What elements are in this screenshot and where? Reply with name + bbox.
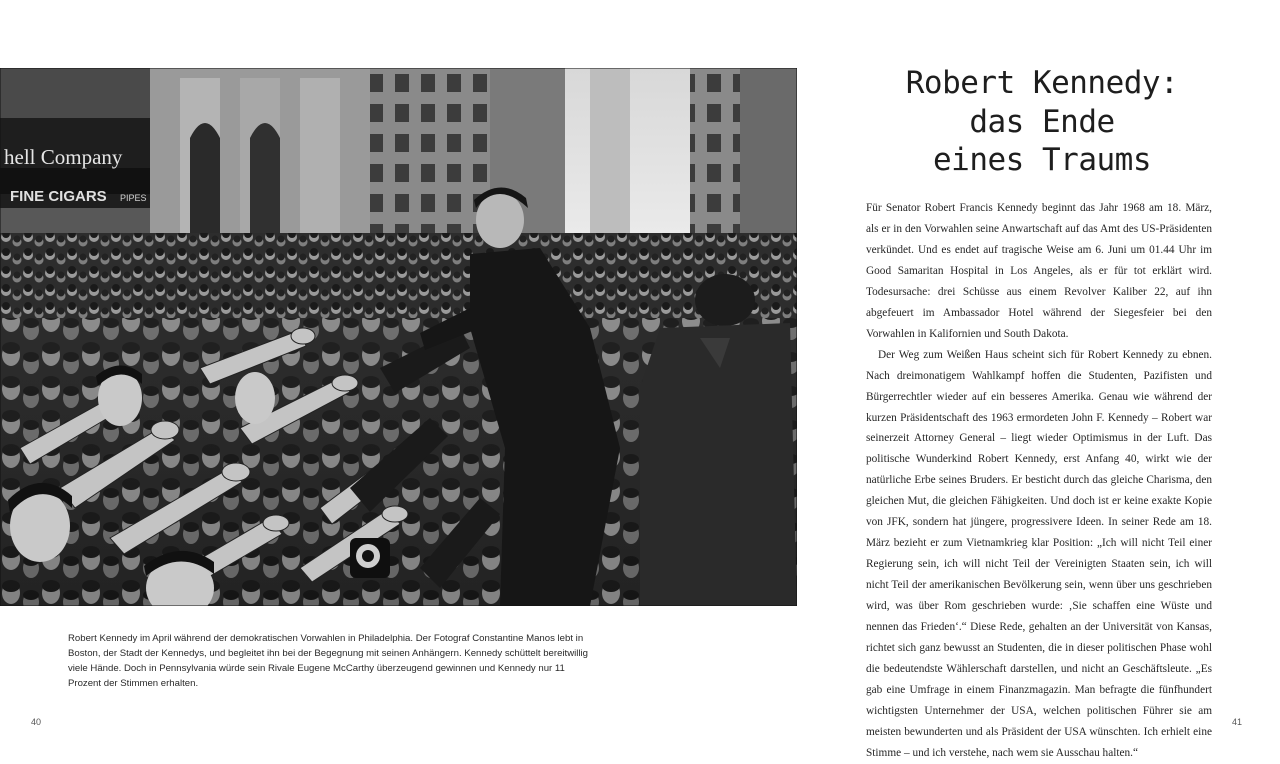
article-paragraph-1: Für Senator Robert Francis Kennedy beginnt das Jahr 1968 am 18. März, als er in den Vorwahlen seine Anwartschaft auf das Amt des US-Präsidenten verkündet. Und es endet auf tragische Weise am 6. Juni um 01.44 Uhr im Good Samaritan Hospital in Los Angeles, als er für tot erklärt wird. Todesursache: drei Schüsse aus einem Revolver Kaliber 22, auf ihn abgefeuert im Ambassador Hotel während der Siegesfeier bei den Vorwahlen in Kalifornien und South Dakota. [866,202,1212,340]
page-number-left: 40 [31,717,42,727]
title-line-3: eines Traums [933,142,1151,178]
storefront-sign: hell Company [4,145,123,169]
title-line-2: das Ende [969,103,1115,140]
camera [350,538,390,578]
storefront-sign-pipes: PIPES [120,193,147,203]
storefront-sign-cigars: FINE CIGARS [10,188,107,205]
page-number-right: 41 [1232,717,1243,727]
photo-illustration [0,68,797,606]
photo-caption: Robert Kennedy im April während der demokratischen Vorwahlen in Philadelphia. Der Fotograf Constantine Manos lebt in Boston, der Stadt der Kennedys, und begleitet ihn bei der Begegnung mit seinen Anhängern. Kennedy schüttelt bereitwillig viele Hände. Doch in Pennsylvania würde sein Rivale Eugene McCarthy überzeugend gewinnen und Kennedy nur 11 Prozent der Stimmen erhalten. [68,633,589,689]
title-line-1: Robert Kennedy: [905,65,1179,101]
article-paragraph-2: Der Weg zum Weißen Haus scheint sich für Robert Kennedy zu ebnen. Nach dreimonatigem Wahlkampf hoffen die Studenten, Pazifisten und Bürgerrechtler wieder auf ein besseres Amerika. Genau wie während der kurzen Präsidentschaft des 1963 ermordeten John F. Kennedy – Robert war seinerzeit Attorney General – liegt wieder Optimismus in der Luft. Das politische Wunderkind Robert Kennedy, erst Anfang 40, wirkt wie der natürliche Erbe seines Bruders. Er besticht durch das gleiche Charisma, den gleichen Mut, die gleichen Fähigkeiten. Und doch ist er keine exakte Kopie von JFK, sondern hat jüngere, progressivere Ideen. In seiner Rede am 18. März bezieht er zum Vietnamkrieg klar Position: „Ich will nicht Teil einer Regierung sein, ich will nicht Teil der Vereinigten Staaten sein, ich will nicht Teil der amerikanischen Bevölkerung sein, wenn über uns geschrieben wird, was über Rom geschrieben wurde: ‚Sie schaffen eine Wüste und nennen das Frieden‘.“ Diese Rede, gehalten an der Universität von Kansas, richtet sich ganz bewusst an Studenten, die in dieser politischen Phase wohl die bedeutendste Wählerschaft darstellen, und nicht an Geschäftsleute. „Es gab eine Umfrage in einem Finanzmagazin. Man befragte die fünfhundert wichtigsten Unternehmer der USA, welchen politischen Führer sie am meisten bewunderten und als Präsident der USA wünschten. Ich erhielt eine Stimme – und ich verstehe, nach wem sie Ausschau halten.“ [866,348,1212,759]
article-body [866,198,1212,764]
article-title [866,64,1218,180]
crowd-photograph [0,68,797,606]
